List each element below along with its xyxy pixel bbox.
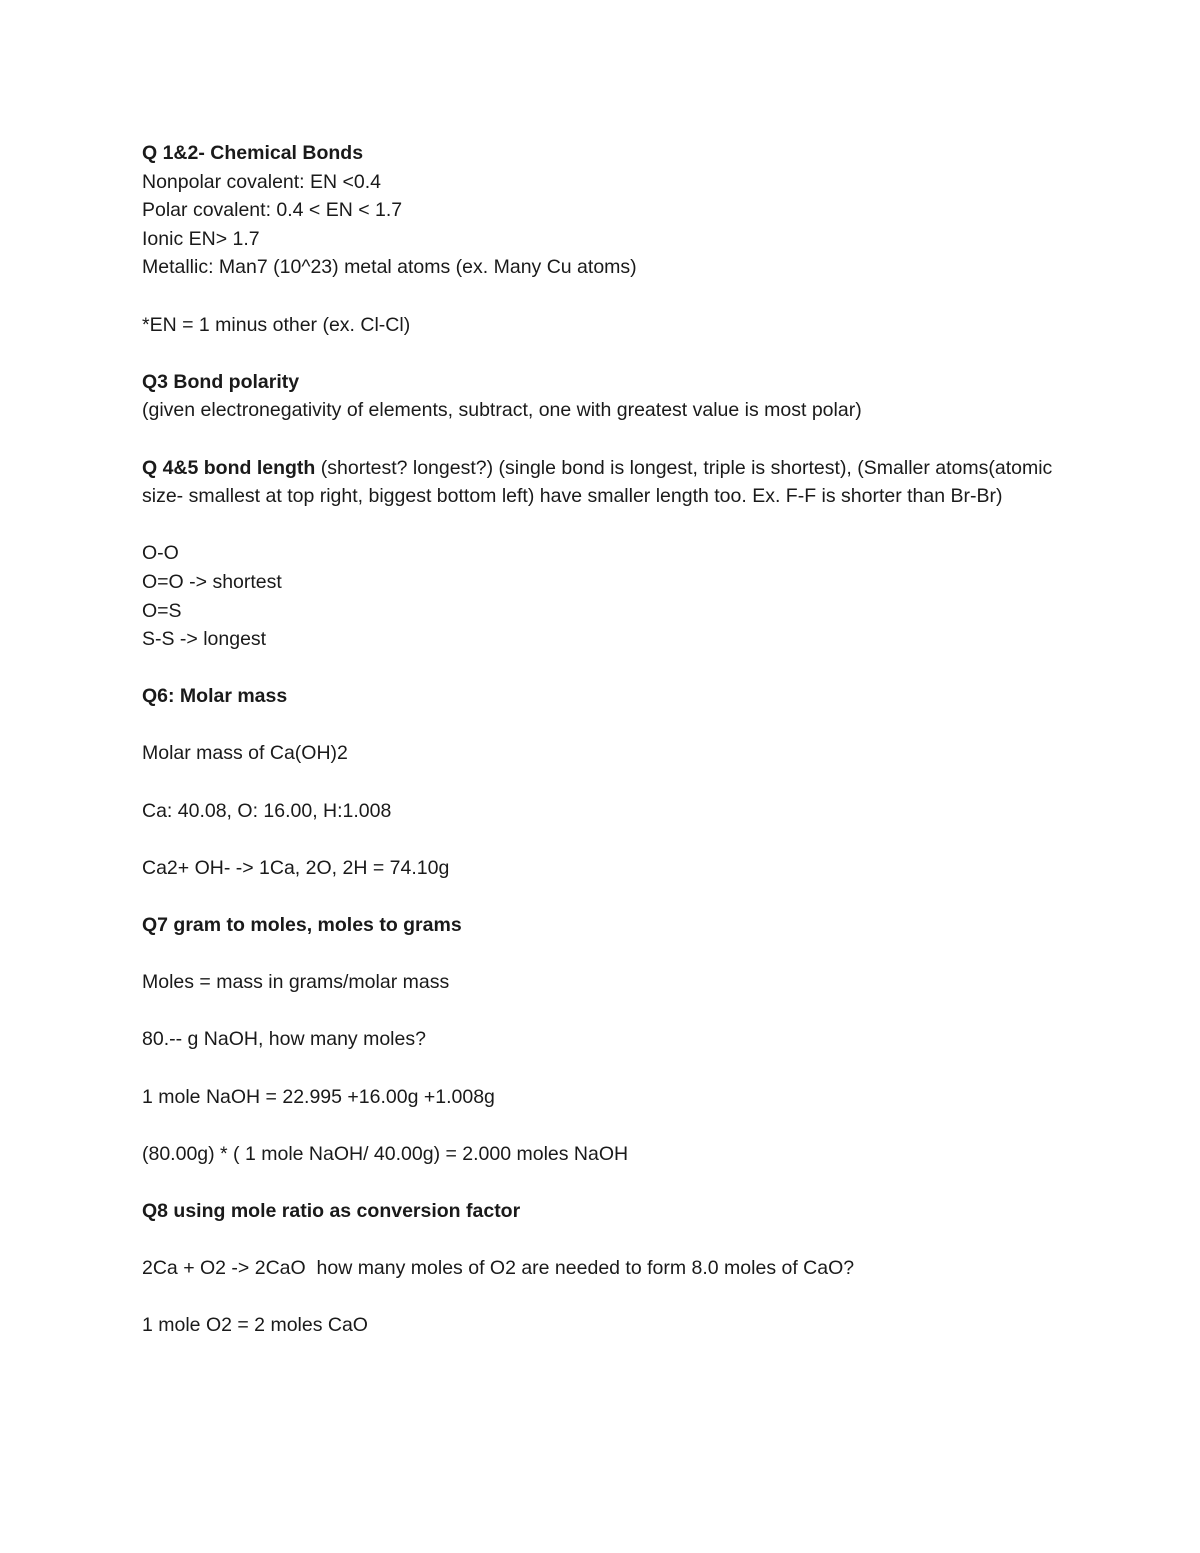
heading-q7: Q7 gram to moles, moles to grams — [142, 914, 462, 937]
text-molar-mass: Molar mass of Ca(OH)2 — [142, 742, 348, 765]
spacer — [142, 282, 1062, 311]
spacer — [142, 768, 1062, 797]
spacer — [142, 940, 1062, 969]
text-naoh-result: (80.00g) * ( 1 mole NaOH/ 40.00g) = 2.000 moles NaOH — [142, 1142, 629, 1165]
text-mole-ratio: 1 mole O2 = 2 moles CaO — [142, 1314, 368, 1337]
heading-q4-5: Q 4&5 bond length — [142, 456, 316, 479]
heading-q8: Q8 using mole ratio as conversion factor — [142, 1199, 521, 1222]
text-moles-formula: Moles = mass in grams/molar mass — [142, 971, 450, 994]
heading-q3: Q3 Bond polarity — [142, 370, 300, 393]
spacer — [142, 825, 1062, 854]
heading-q1-2: Q 1&2- Chemical Bonds — [142, 142, 364, 164]
text-q3: (given electronegativity of elements, subtract, one with greatest value is most polar) — [142, 399, 862, 422]
spacer — [142, 1283, 1062, 1312]
text-q4-5: (shortest? longest?) (single bond is longest, triple is shortest), (Smaller atoms(atomic size- smallest at top right, biggest bottom left) have smaller length too. Ex. F-F is shorter than Br-Br) — [142, 456, 1053, 508]
text-ionic: Ionic EN> 1.7 — [142, 227, 260, 250]
spacer — [142, 711, 1062, 740]
example-o-double-s: O=S — [142, 599, 182, 622]
text-nonpolar: Nonpolar covalent: EN <0.4 — [142, 170, 382, 193]
spacer — [142, 511, 1062, 540]
text-en-note: *EN = 1 minus other (ex. Cl-Cl) — [142, 313, 411, 336]
text-naoh-question: 80.-- g NaOH, how many moles? — [142, 1028, 426, 1051]
text-atomic-masses: Ca: 40.08, O: 16.00, H:1.008 — [142, 799, 392, 822]
example-o-o: O-O — [142, 542, 179, 565]
example-o-double-o: O=O -> shortest — [142, 570, 282, 593]
heading-q6: Q6: Molar mass — [142, 685, 288, 708]
spacer — [142, 1168, 1062, 1197]
text-metallic: Metallic: Man7 (10^23) metal atoms (ex. Many Cu atoms) — [142, 256, 637, 279]
paragraph-q4-5 — [142, 454, 1062, 511]
spacer — [142, 1226, 1062, 1255]
spacer — [142, 1054, 1062, 1083]
example-s-s: S-S -> longest — [142, 628, 267, 651]
text-polar: Polar covalent: 0.4 < EN < 1.7 — [142, 199, 403, 222]
document-page — [142, 139, 1062, 1340]
spacer — [142, 997, 1062, 1026]
spacer — [142, 882, 1062, 911]
text-cao-question: 2Ca + O2 -> 2CaO how many moles of O2 are needed to form 8.0 moles of CaO? — [142, 1257, 855, 1280]
spacer — [142, 654, 1062, 683]
spacer — [142, 339, 1062, 368]
text-naoh-mass: 1 mole NaOH = 22.995 +16.00g +1.008g — [142, 1085, 495, 1108]
spacer — [142, 425, 1062, 454]
spacer — [142, 1111, 1062, 1140]
text-molar-result: Ca2+ OH- -> 1Ca, 2O, 2H = 74.10g — [142, 856, 450, 879]
